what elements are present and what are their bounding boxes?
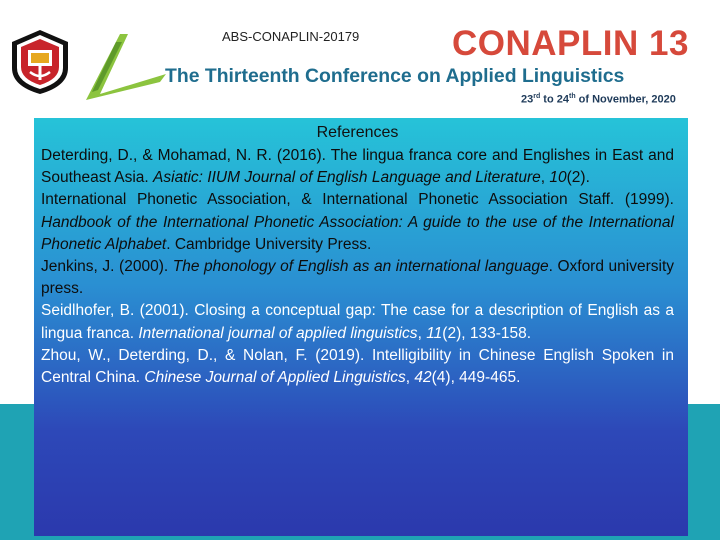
- ref-text: (4), 449-465.: [431, 369, 521, 387]
- ref-volume: 11: [426, 324, 443, 342]
- reference-entry: [41, 256, 674, 300]
- ref-source: Asiatic: IIUM Journal of English Language and Literature: [153, 169, 541, 187]
- ref-source: International journal of applied linguistics: [138, 324, 418, 342]
- date-day2-suffix: th: [568, 93, 576, 100]
- ref-text: Zhou, W., Deterding, D., & Nolan, F. (2019). Intelligibility in Chinese English Spoken in Central China.: [41, 346, 674, 387]
- ref-text: . Oxford university press.: [41, 258, 675, 298]
- ref-text: (2).: [566, 169, 590, 187]
- conference-short-title: CONAPLIN 13: [452, 24, 689, 63]
- ref-text: . Cambridge University Press.: [166, 235, 372, 253]
- ref-text: ,: [540, 169, 550, 187]
- ref-text: Deterding, D., & Mohamad, N. R. (2016). The lingua franca core and Englishes in East and Southeast Asia.: [41, 147, 674, 187]
- conference-full-title: The Thirteenth Conference on Applied Linguistics: [165, 65, 625, 87]
- date-day1: 23: [521, 93, 534, 106]
- ref-source: The phonology of English as an international language: [172, 258, 549, 276]
- ref-text: ,: [405, 369, 415, 387]
- date-day1-suffix: rd: [533, 93, 541, 100]
- ref-text: International Phonetic Association, & International Phonetic Association Staff. (1999).: [41, 191, 674, 209]
- ref-source: Chinese Journal of Applied Linguistics: [144, 369, 406, 387]
- ref-volume: 10: [549, 169, 567, 187]
- ref-volume: 42: [414, 369, 432, 387]
- university-emblem-icon: [8, 28, 72, 96]
- ref-source: Handbook of the International Phonetic Association: A guide to the use of the International Phonetic Alphabet: [41, 213, 674, 253]
- abstract-code: ABS-CONAPLIN-20179: [222, 29, 360, 44]
- ref-text: ,: [417, 324, 427, 342]
- header: [0, 0, 720, 118]
- ref-text: Jenkins, J. (2000).: [41, 258, 173, 276]
- ref-text: (2), 133-158.: [442, 324, 532, 342]
- conaplin-l-logo-icon: [80, 30, 172, 104]
- references-panel: [34, 118, 688, 536]
- date-mid: to 24: [540, 93, 569, 106]
- reference-entry: [41, 345, 674, 389]
- reference-entry: [41, 145, 674, 189]
- reference-entry: [41, 300, 674, 344]
- conference-date: [521, 93, 676, 106]
- reference-entry: [41, 189, 674, 256]
- date-rest: of November, 2020: [575, 93, 676, 106]
- references-title: References: [316, 124, 399, 141]
- ref-text: Seidlhofer, B. (2001). Closing a conceptual gap: The case for a description of English as a lingua franca.: [41, 302, 674, 342]
